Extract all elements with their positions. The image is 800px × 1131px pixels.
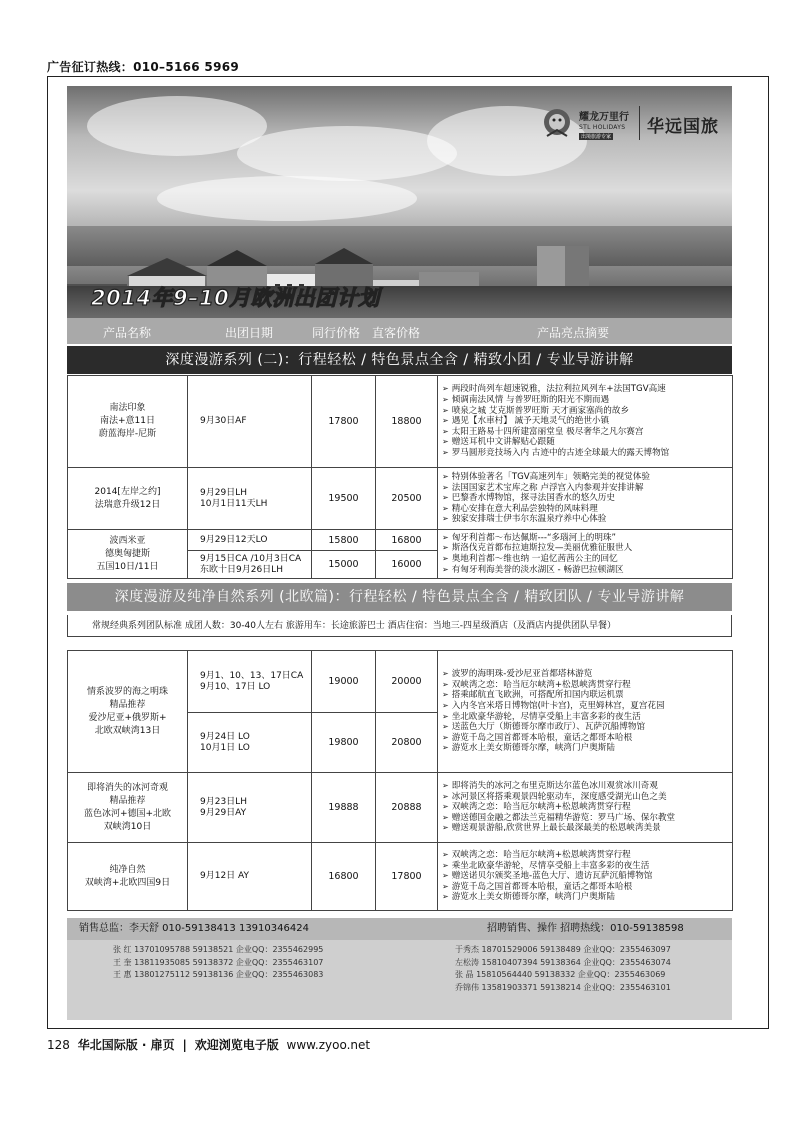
contact-entry: 左松涛 15810407394 59138364 企业QQ：2355463074 (455, 957, 671, 967)
product-name-line: 双峡湾+北欧四国9日 (84, 877, 171, 888)
peer-price-cell: 19000 (312, 651, 376, 713)
departure-date-cell (188, 551, 312, 579)
arrow-icon: ➢ (442, 482, 449, 492)
date-line: 9月1、10、13、17日CA (200, 670, 304, 681)
product-name-line: 纯净自然 (109, 864, 146, 875)
arrow-icon: ➢ (442, 532, 449, 542)
recruit-hotline: 招聘销售、操作 招聘热线：010-59138598 (487, 923, 684, 934)
highlight-item (442, 882, 732, 893)
contact-entry: 张 晶 15810564440 59138332 企业QQ：2355463069 (455, 970, 666, 979)
date-line: 10月1日 LO (200, 742, 250, 753)
highlight-item (442, 802, 732, 813)
contacts-left (113, 944, 323, 982)
date-line: 9月24日 LO (200, 731, 250, 742)
website-url[interactable]: www.zyoo.net (286, 1038, 371, 1052)
cloud (157, 176, 417, 221)
table-row (68, 468, 733, 530)
highlight-item (442, 823, 732, 834)
arrow-icon: ➢ (442, 812, 449, 822)
highlight-text: 赠送耳机中文讲解贴心跟随 (451, 437, 555, 448)
col-departure-date: 出团日期 (225, 326, 274, 340)
highlight-text: 精心安排在意大利品尝独特的风味料理 (451, 503, 598, 514)
contact-entry: 乔锦伟 13581903371 59138214 企业QQ：2355463101 (455, 982, 671, 992)
highlight-text: 双峡湾之恋：哈当厄尔峡湾+松恩峡湾贯穿行程 (451, 802, 631, 813)
arrow-icon: ➢ (442, 860, 449, 870)
table-row (68, 530, 733, 551)
col-retail-price: 直客价格 (372, 326, 421, 340)
logo-divider (639, 106, 640, 140)
retail-price-cell: 16000 (376, 551, 438, 579)
column-header (67, 318, 732, 344)
highlight-item (442, 722, 732, 733)
arrow-icon: ➢ (442, 472, 449, 482)
peer-price-cell: 16800 (312, 843, 376, 911)
highlight-item (442, 493, 732, 504)
contact-entry: 王 奎 13811935085 59138372 企业QQ：2355463107 (113, 957, 324, 967)
highlight-text: 罗马圆形竞技场入内 古迹中的古迹全球最大的露天博物馆 (451, 447, 670, 458)
highlight-text: 奥地利首都～维也纳 一追忆茜茜公主的回忆 (451, 554, 618, 564)
product-name-line: 即将消失的冰河奇观 (86, 782, 168, 793)
logo-english-name: STL HOLIDAYS (579, 124, 626, 131)
highlight-text: 双峡湾之恋：哈当厄尔峡湾+松恩峡湾贯穿行程 (451, 679, 631, 690)
highlight-text: 波罗的海明珠-爱沙尼亚首都塔林游览 (451, 669, 593, 680)
highlight-item (442, 892, 732, 903)
highlight-item (442, 448, 732, 459)
departure-date-cell (188, 843, 312, 911)
highlights-cell (438, 843, 733, 911)
contact-entry: 张 红 13701095788 59138521 企业QQ：2355462995 (113, 945, 324, 954)
retail-price-cell: 20500 (376, 468, 438, 530)
highlight-text: 斯洛伐克首都布拉迪斯拉发—美丽优雅征服世人 (451, 543, 633, 554)
product-name-line: 精品推荐 (109, 699, 146, 710)
logo-tagline: 出境旅游专家 (581, 134, 612, 140)
highlight-item (442, 850, 732, 861)
contact-footer-bar (67, 918, 732, 940)
table-row (68, 651, 733, 713)
arrow-icon: ➢ (442, 437, 449, 447)
page-number: 128 (47, 1038, 70, 1052)
highlight-text: 搭乘邮航直飞欧洲，可搭配所扣国内联运机票 (451, 690, 624, 701)
highlight-item (442, 871, 732, 882)
retail-price-cell: 20000 (376, 651, 438, 713)
arrow-icon: ➢ (442, 669, 449, 679)
section-title-1: 深度漫游系列 (二)：行程轻松 / 特色景点全含 / 精致小团 / 专业导游讲解 (67, 346, 732, 374)
product-name-line: 情系波罗的海之明珠 (86, 686, 168, 697)
product-name-cell (68, 773, 188, 843)
arrow-icon: ➢ (442, 679, 449, 689)
highlight-item (442, 504, 732, 515)
product-name-cell (68, 376, 188, 468)
highlights-cell (438, 651, 733, 773)
departure-date-cell (188, 651, 312, 713)
product-name-line: 蔚蓝海岸-尼斯 (98, 429, 157, 439)
highlight-item (442, 690, 732, 701)
date-line: 9月29日AY (200, 807, 247, 818)
highlight-item (442, 861, 732, 872)
product-name-line: 德奥匈捷斯 (104, 548, 150, 559)
arrow-icon: ➢ (442, 395, 449, 405)
arrow-icon: ➢ (442, 503, 449, 513)
highlight-item (442, 472, 732, 483)
arrow-icon: ➢ (442, 384, 449, 394)
arrow-icon: ➢ (442, 426, 449, 436)
peer-price-cell: 19500 (312, 468, 376, 530)
highlight-text: 独家安排瑞士伊韦尔东温泉疗养中心体验 (451, 514, 607, 525)
arrow-icon: ➢ (442, 700, 449, 710)
highlight-text: 两段时尚列车超速锐雅，法拉利拉风列车+法国TGV高速 (451, 384, 666, 395)
highlight-text: 赠送观景游船,欣赏世界上最长最深最美的松恩峡湾美景 (451, 823, 661, 834)
date-line: 10月1日11天LH (200, 498, 268, 509)
highlight-text: 双峡湾之恋：哈当厄尔峡湾+松恩峡湾贯穿行程 (451, 850, 631, 861)
page-footer (47, 1036, 370, 1053)
highlights-cell (438, 530, 733, 579)
product-name-cell (68, 843, 188, 911)
col-product-name: 产品名称 (103, 326, 152, 340)
highlight-text: 赠送诺贝尔颁奖圣地-蓝色大厅、遗访瓦萨沉船博物馆 (451, 871, 653, 882)
table-row (68, 773, 733, 843)
departure-date-cell (188, 468, 312, 530)
arrow-icon: ➢ (442, 514, 449, 524)
highlight-text: 匈牙利首都～布达佩斯---“多瑙河上的明珠” (451, 532, 617, 543)
arrow-icon: ➢ (442, 850, 449, 860)
product-name-line: 南法+意11日 (100, 416, 155, 426)
date-line: 9月15日CA /10月3日CA (200, 553, 302, 564)
highlight-text: 倾调南法风情 与普罗旺斯的阳光不期而遇 (451, 395, 610, 406)
highlights-cell (438, 773, 733, 843)
date-line: 9月10、17日 LO (200, 681, 271, 692)
peer-price-cell: 19888 (312, 773, 376, 843)
highlight-text: 即将消失的冰河之布里克斯达尔蓝色冰川观赏冰川奇观 (451, 781, 658, 792)
product-name-line: 2014[左岸之约] (94, 486, 161, 497)
arrow-icon: ➢ (442, 405, 449, 415)
retail-price-cell: 18800 (376, 376, 438, 468)
highlight-item (442, 712, 732, 723)
section-title-2: 深度漫游及纯净自然系列 (北欧篇)：行程轻松 / 特色景点全含 / 精致团队 / 专业导游讲解 (67, 583, 732, 611)
retail-price-cell: 17800 (376, 843, 438, 911)
retail-price-cell: 20800 (376, 713, 438, 773)
product-name-line: 爱沙尼亚+俄罗斯+ (88, 712, 167, 723)
peer-price-cell: 17800 (312, 376, 376, 468)
highlight-text: 赠送德国金融之都法兰克福精华游览：罗马广场、保尔教堂 (451, 812, 676, 823)
product-name-line: 南法印象 (109, 403, 146, 413)
date-line: 9月29日12天LO (200, 534, 268, 545)
departure-date-cell (188, 376, 312, 468)
product-name-cell (68, 468, 188, 530)
highlight-item (442, 792, 732, 803)
ad-hotline: 广告征订热线：010–5166 5969 (47, 60, 240, 74)
logo-chinese-name: 耀龙万里行 (579, 112, 629, 123)
highlight-item (442, 554, 732, 565)
arrow-icon: ➢ (442, 743, 449, 753)
section1-table (67, 375, 733, 579)
date-line: 9月29日LH (200, 487, 247, 498)
highlight-item (442, 514, 732, 525)
highlight-item (442, 483, 732, 494)
arrow-icon: ➢ (442, 554, 449, 563)
highlights-cell (438, 376, 733, 468)
product-name-line: 蓝色冰河+德国+北欧 (83, 808, 172, 819)
contact-entry: 王 惠 13801275112 59138136 企业QQ：2355463083 (113, 970, 324, 979)
highlight-text: 特别体验著名「TGV高速列车」领略完美的视觉体验 (451, 472, 650, 483)
product-name-cell (68, 530, 188, 579)
table-row (68, 843, 733, 911)
contact-entry: 于秀杰 18701529006 59138489 企业QQ：2355463097 (455, 945, 671, 954)
sales-director: 销售总监：李天舒 010-59138413 13910346424 (79, 923, 309, 934)
highlight-text: 太阳王路易十四所建富丽堂皇 极尽奢华之凡尔赛宫 (451, 426, 644, 437)
group-standard-note: 常规经典系列团队标准 成团人数：30-40人左右 旅游用车：长途旅游巴士 酒店住宿：当地三-四星级酒店（及酒店内提供团队早餐） (67, 615, 732, 637)
arrow-icon: ➢ (442, 892, 449, 902)
contact-footer (67, 918, 732, 1020)
product-name-line: 双峡湾10日 (103, 821, 152, 832)
arrow-icon: ➢ (442, 791, 449, 801)
cloud (237, 126, 457, 181)
arrow-icon: ➢ (442, 802, 449, 812)
highlight-text: 遇见【水車村】 誠予天地灵气的绝世小镇 (451, 416, 610, 427)
date-line: 9月12日 AY (200, 871, 249, 881)
date-line: 东欧十日9月26日LH (200, 564, 283, 575)
highlight-item (442, 565, 732, 576)
arrow-icon: ➢ (442, 493, 449, 503)
highlight-item (442, 543, 732, 554)
contacts-right (455, 944, 671, 994)
highlight-text: 巴黎香水博物馆，探寻法国香水的悠久历史 (451, 493, 615, 504)
edition-name: 华北国际版 · 扉页 (77, 1038, 175, 1052)
highlight-text: 有匈牙利海美誉的淡水湖区 - 畅游巴拉顿湖区 (451, 564, 624, 575)
arrow-icon: ➢ (442, 722, 449, 732)
highlight-text: 法国国家艺术宝库之称 卢浮宫入内参观并安排讲解 (451, 482, 644, 493)
highlight-item (442, 680, 732, 691)
highlight-text: 游览水上美女斯德哥尔摩，峡湾门户奥斯陆 (451, 892, 615, 903)
date-line: 9月23日LH (200, 796, 247, 807)
highlight-text: 游览千岛之国首都哥本哈根，童话之都哥本哈根 (451, 732, 633, 743)
product-name-line: 北欧双峡湾13日 (94, 725, 161, 736)
retail-price-cell: 16800 (376, 530, 438, 551)
footer-separator: | (182, 1038, 187, 1052)
arrow-icon: ➢ (442, 416, 449, 426)
arrow-icon: ➢ (442, 881, 449, 891)
highlight-item (442, 384, 732, 395)
logo-area (537, 100, 722, 148)
date-line: 9月30日AF (200, 416, 247, 426)
section2-table (67, 650, 733, 911)
highlight-item (442, 533, 732, 544)
arrow-icon: ➢ (442, 564, 449, 574)
highlight-item (442, 416, 732, 427)
col-peer-price: 同行价格 (312, 326, 361, 340)
arrow-icon: ➢ (442, 690, 449, 700)
highlight-item (442, 669, 732, 680)
highlights-cell (438, 468, 733, 530)
highlight-item (442, 813, 732, 824)
arrow-icon: ➢ (442, 781, 449, 791)
highlight-item (442, 733, 732, 744)
product-name-line: 五国10日/11日 (96, 561, 159, 572)
col-highlights: 产品亮点摘要 (537, 326, 610, 340)
highlight-text: 坐北欧豪华游轮，尽情享受船上丰富多彩的夜生活 (451, 711, 641, 722)
highlight-text: 入内冬宫米塔日博物馆(叶卡宫)，克里姆林宫，夏宫花园 (451, 700, 665, 711)
highlight-text: 乘坐北欧豪华游轮，尽情享受船上丰富多彩的夜生活 (451, 860, 650, 871)
highlight-item (442, 395, 732, 406)
arrow-icon: ➢ (442, 732, 449, 742)
highlight-item (442, 406, 732, 417)
highlight-item (442, 743, 732, 754)
arrow-icon: ➢ (442, 543, 449, 553)
departure-date-cell (188, 530, 312, 551)
highlight-item (442, 781, 732, 792)
departure-date-cell (188, 713, 312, 773)
arrow-icon: ➢ (442, 711, 449, 721)
highlight-text: 送蓝色大厅（斯德哥尔摩市政厅）、瓦萨沉船博物馆 (451, 722, 646, 733)
departure-date-cell (188, 773, 312, 843)
retail-price-cell: 20888 (376, 773, 438, 843)
highlight-item (442, 701, 732, 712)
brand-name: 华远国旅 (647, 117, 719, 137)
highlight-text: 游览千岛之国首都哥本哈根，童话之都哥本哈根 (451, 881, 633, 892)
arrow-icon: ➢ (442, 823, 449, 833)
peer-price-cell: 15000 (312, 551, 376, 579)
highlight-text: 喷泉之城 艾克斯普罗旺斯 天才画家塞尚的故乡 (451, 405, 630, 416)
hero-banner (67, 86, 732, 318)
highlight-text: 冰河景区将搭乘观景四轮驱动车，深度感受湖光山色之美 (451, 791, 667, 802)
highlight-item (442, 427, 732, 438)
peer-price-cell: 15800 (312, 530, 376, 551)
banner-title: 2014年9–10月欧洲出团计划 (91, 286, 380, 310)
table-row (68, 376, 733, 468)
highlight-text: 游览水上美女斯德哥尔摩，峡湾门户奥斯陆 (451, 743, 615, 754)
peer-price-cell: 19800 (312, 713, 376, 773)
highlight-item (442, 437, 732, 448)
arrow-icon: ➢ (442, 447, 449, 457)
product-name-line: 精品推荐 (109, 795, 146, 806)
product-name-line: 法瑞意升级12日 (94, 499, 161, 510)
footer-slogan: 欢迎浏览电子版 (194, 1038, 279, 1052)
product-name-line: 波西米亚 (109, 535, 146, 546)
product-name-cell (68, 651, 188, 773)
arrow-icon: ➢ (442, 871, 449, 881)
